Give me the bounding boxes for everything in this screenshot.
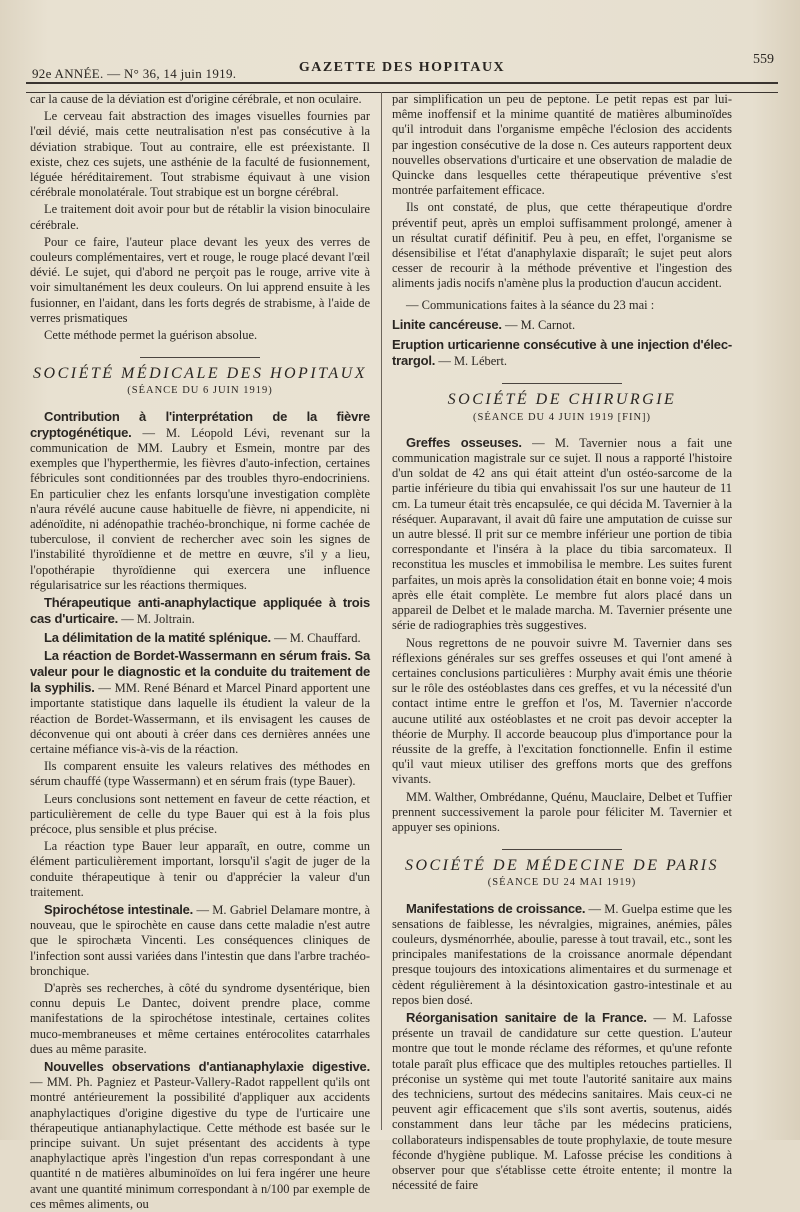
- article-heading: Spirochétose intestinale.: [44, 901, 194, 917]
- article: [30, 409, 370, 593]
- paragraph: Ils ont constaté, de plus, que cette thérapeutique d'ordre préventif peut, après un emploi suffisamment prolongé, amener à un résultat curatif définitif. Peu à peu, en effet, l'organisme se désensibilise et l'état d'anaphylaxie disparaît; le sujet peut alors cesser de recourir à la méthode préventive et l'ingestion des aliments jadis nocifs n'amène plus la production d'aucun accident.: [392, 200, 732, 291]
- column-divider: [381, 92, 382, 1130]
- article-heading: Manifestations de croissance.: [406, 900, 586, 916]
- article-heading: Thérapeutique anti-anaphylactique appliquée à trois cas d'urticaire.: [30, 595, 370, 627]
- paragraph: Cette méthode permet la guérison absolue.: [44, 328, 258, 343]
- journal-title: GAZETTE DES HOPITAUX: [298, 60, 506, 75]
- article: [30, 630, 370, 646]
- article: [30, 595, 370, 627]
- issue-line: 92e ANNÉE. — N° 36, 14 juin 1919.: [32, 66, 237, 81]
- article-heading: Réorganisation sanitaire de la France.: [406, 1009, 647, 1025]
- page-header: [26, 50, 778, 84]
- article-text: — M. Gabriel Delamare montre, à nouveau, que le spirochète en cause dans cette maladie n'est autre que le spirochæta Vincenti. Les conséquences cliniques de l'infection sont aussi variées dans l'intestin que dans l'arbre trachéo-bronchique.: [30, 902, 371, 978]
- article-heading: La réaction de Bordet-Wassermann en sérum frais. Sa valeur pour le diagnostic et la conduite du traitement de la syphilis.: [30, 647, 370, 696]
- article-text: — M. Carnot.: [504, 317, 576, 332]
- section-title: SOCIÉTÉ DE CHIRURGIE: [447, 391, 677, 409]
- article-text: — M. Léopold Lévi, revenant sur la communication de MM. Laubry et Esmein, montre par des exemples que l'hyperthermie, les fièvres d'auto-infection, certaines fébricules sont conditionnées par des troubles thyro-endocriniens. En particulier chez les enfants lorsqu'une investigation complète n'aura révélé aucune cause habituelle de fièvre, ni appendicite, ni adénoïdite, ni adénopathie trachéo-bronchique, ni forme cachée de tuberculose, il convient de rechercher avec soin les signes de l'instabilité thyroïdienne et de mettre en œuvre, s'il y a lieu, l'opothérapie thyroïdienne qui exercera une influence régularisatrice sur les réactions thermiques.: [30, 425, 371, 592]
- article-text: — M. Chauffard.: [274, 630, 361, 645]
- article-heading: Eruption urticarienne consécutive à une injection d'élec-trargol.: [392, 337, 732, 369]
- article-heading: Greffes osseuses.: [406, 434, 522, 450]
- article: [30, 1059, 370, 1212]
- article: [30, 648, 370, 757]
- page-number: 559: [753, 52, 774, 67]
- article-text: — M. Lafosse présente un travail de candidature sur cette question. L'auteur montre que tout le monde réclame des réformes, et qu'une refonte totale paraît plus efficace que des multiples retouches partielles. Il préconise un système qui met toute l'autorité sanitaire aux mains des techniciens, surtout des médecins sanitaires. Mais ceux-ci ne peuvent agir efficacement que s'ils sont avertis, soutenus, aidés constamment dans leur tâche par les médecins praticiens, collaborateurs indispensables de toute prophylaxie, de toute mesure féconde d'hygiène publique. M. Lafosse précise les conditions à observer pour que s'établisse cette étroite entente; il montre la nécessité de faire: [392, 1010, 733, 1193]
- section-session: (SÉANCE DU 6 JUIN 1919): [127, 385, 273, 397]
- section-title: SOCIÉTÉ MÉDICALE DES HOPITAUX: [33, 365, 367, 383]
- paragraph: Pour ce faire, l'auteur place devant les yeux des verres de couleurs complémentaires, vert et rouge, le rouge placé devant l'œil dévié. Le sujet, qui d'abord ne perçoit pas le rouge, arrive vite à voir simultanément les deux couleurs. On lui apprend ensuite à les fusionner, en l'aidant, dans les forts degrés de strabisme, à l'aide de verres prismatiques: [30, 234, 370, 325]
- section-rule: [502, 383, 622, 384]
- paragraph: Le cerveau fait abstraction des images visuelles fournies par l'œil dévié, mais cette neutralisation n'est pas consécutive à la déviation strabique. Tout au contraire, elle est préexistante. Il existe, chez ces sujets, une asthénie de la faculté de fusionnement, léguée héréditairement. Tout strabisme équivaut à une vision cérébrale monolatérale. Tout strabique est un borgne cérébral.: [30, 109, 370, 200]
- section-session: (SÉANCE DU 24 MAI 1919): [487, 877, 637, 889]
- article-text: — MM. René Bénard et Marcel Pinard apportent une importante statistique dans laquelle ils étudient la valeur de la réaction de Bordet-Wassermann, et ils envisagent les causes de déconvenue qui ont abouti à créer dans ces dernières années une certaine méfiance vis-à-vis de la réaction.: [30, 681, 371, 756]
- article-text: — MM. Ph. Pagniez et Pasteur-Vallery-Radot rappellent qu'ils ont montré antérieurement la possibilité d'appliquer aux accidents anaphylactiques d'origine digestive du type de l'urticaire une thérapeutique antianaphylactique. Cette méthode est basée sur le principe suivant. Un sujet présentant des accidents à type anaphylactique après l'ingestion d'un repas correspondant à une quantité n de matières albuminoïdes on lui fera ingérer une heure avant une quantité minimum correspondant à n/100 par exemple de ces mêmes aliments, ou: [30, 1075, 370, 1211]
- section-rule: [502, 849, 622, 850]
- article: [392, 901, 732, 1008]
- paragraph: car la cause de la déviation est d'origine cérébrale, et non oculaire.: [30, 92, 362, 106]
- right-column: [392, 92, 733, 1193]
- paragraph: D'après ses recherches, à côté du syndrome dysentérique, bien connu depuis Le Dantec, doivent prendre place, comme manifestations de la spirochétose intestinale, certaines colites muco-membraneuses et même certaines entérocolites catarrhales dues au même parasite.: [30, 980, 370, 1056]
- article-heading: Linite cancéreuse.: [392, 316, 502, 332]
- article-text: — M. Tavernier nous a fait une communication magistrale sur ce sujet. Il nous a rapporté l'histoire d'un soldat de 42 ans qui était atteint d'un ostéo-sarcome de la partie inférieure du tibia qui envahissait l'os sur une hauteur de 11 cm. La tumeur était très encapsulée, ce qui décida M. Tavernier à la réséquer. Auparavant, il avait dû faire une amputation de cuisse sur un autre blessé. Il prit sur ce membre inférieur une portion de tibia correspondante et l'insérа à la place du tibia sarcomateux. Il reconstitua les muscles et immobilisa le membre. Les suites furent parfaites, un mois après la consolidation était en bonne voie; 4 mois après elle était complète. Le membre fut alors placé dans un appareil de Delbet et le malade marcha. M. Tavernier présente une série de radiographies très suggestives.: [392, 435, 733, 633]
- paragraph: Ils comparent ensuite les valeurs relatives des méthodes en sérum chauffé (type Wassermann) et en sérum frais (type Bauer).: [30, 759, 370, 789]
- article-heading: Nouvelles observations d'antianaphylaxie digestive.: [44, 1058, 370, 1074]
- paragraph: Le traitement doit avoir pour but de rétablir la vision binoculaire cérébrale.: [30, 202, 370, 232]
- article-heading: Contribution à l'interprétation de la fièvre cryptogénétique.: [30, 408, 370, 440]
- paragraph: Nous regrettons de ne pouvoir suivre M. Tavernier dans ses réflexions générales sur ses greffes osseuses et qui l'ont amené à certaines conclusions particulières : Murphy avait émis une théorie sur le rôle des ostéoblastes dans ces greffes, et vu la nécessité d'un contact intime entre le greffon et l'os, M. Tavernier n'accorde aucune utilité aux ostéoblastes et ne croit pas devoir accepter la théorie de Murphy. Il accorde beaucoup plus d'importance pour la réussite de la greffe, à l'excitation fonctionnelle. Enfin il estime qu'il vaut mieux utiliser des greffons morts que des greffons vivants.: [392, 635, 732, 787]
- article-text: — M. Lébert.: [438, 354, 508, 369]
- paragraph: Leurs conclusions sont nettement en faveur de cette réaction, et particulièrement de celle du type Bauer qui est à la fois plus précoce, plus sensible et plus précise.: [30, 791, 370, 836]
- article-text: — M. Joltrain.: [121, 612, 195, 627]
- section-title: SOCIÉTÉ DE MÉDECINE DE PARIS: [404, 857, 720, 875]
- left-column: [30, 92, 371, 1211]
- article: [30, 902, 370, 979]
- article-text: — M. Guelpa estime que les sensations de faiblesse, les névralgies, migraines, anémies, pâles couleurs, dysménorrhée, aboulie, paresse à tout travail, etc., sont les principales manifestations de la croissance anormale dépendant presque toujours des intoxications alimentaires et du surmenage et cèdent régulièrement à la désintoxication gastro-intestinale et au repos bien dosé.: [392, 901, 733, 1007]
- article: [392, 337, 732, 369]
- paragraph: par simplification un peu de peptone. Le petit repas est par lui-même inoffensif et la minime quantité de matières albuminoïdes qu'il introduit dans l'organisme empêche l'éclosion des accidents par ingestion consécutive de la dose n. Ces auteurs rapportent deux nouvelles observations d'urticaire et une observation de maladie de Quincke dans lesquelles cette thérapeutique préventive s'est montrée parfaitement efficace.: [392, 92, 732, 198]
- paragraph: La réaction type Bauer leur apparaît, en outre, comme un élément particulièrement important, lorsqu'il s'agit de juger de la conduite thérapeutique à tenir ou d'apprécier la valeur d'un traitement.: [30, 839, 370, 899]
- article-heading: La délimitation de la matité splénique.: [44, 629, 271, 645]
- paragraph: MM. Walther, Ombrédanne, Quénu, Mauclaire, Delbet et Tuffier prennent successivement la parole pour féliciter M. Tavernier et appuyer ses opinions.: [392, 789, 732, 834]
- article: [392, 1010, 732, 1193]
- communications-note: — Communications faites à la séance du 23 mai :: [406, 297, 655, 312]
- article: [392, 317, 732, 333]
- section-session: (SÉANCE DU 4 JUIN 1919 [FIN]): [472, 411, 652, 423]
- section-rule: [140, 357, 260, 358]
- article: [392, 435, 732, 634]
